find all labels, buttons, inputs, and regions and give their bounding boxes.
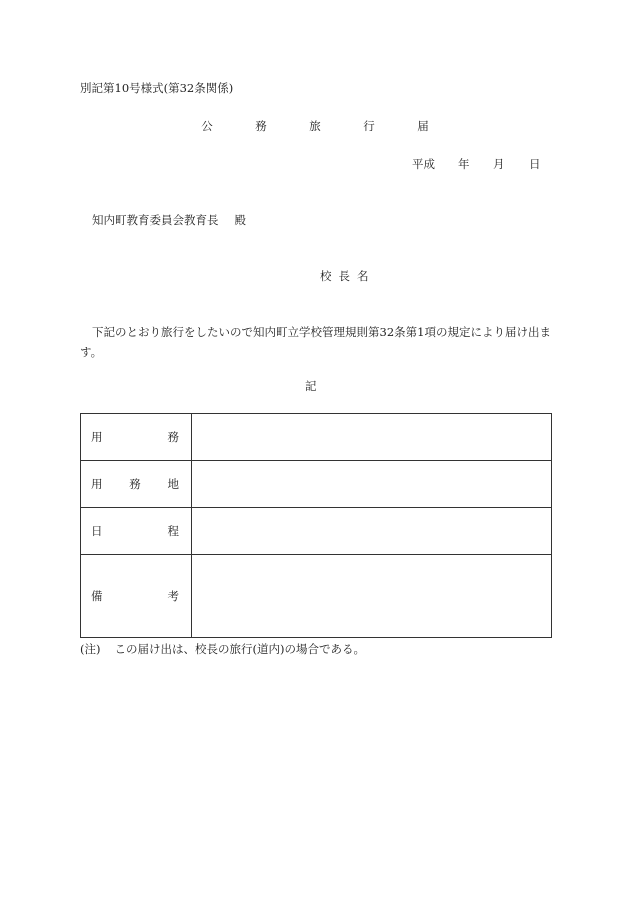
value-cell-nittei[interactable] bbox=[192, 508, 552, 555]
addressee-name: 知内町教育委員会教育長 bbox=[92, 213, 219, 227]
table-row bbox=[81, 414, 552, 461]
title-char: 旅 bbox=[309, 119, 321, 133]
note-text: この届け出は、校長の旅行(道内)の場合である。 bbox=[114, 642, 365, 656]
title-char: 公 bbox=[201, 119, 213, 133]
date-year-label: 年 bbox=[458, 157, 470, 171]
principal-name-line bbox=[320, 268, 369, 284]
body-text: 下記のとおり旅行をしたいので知内町立学校管理規則第32条第1項の規定により届け出ます。 bbox=[80, 325, 551, 359]
table-row bbox=[81, 461, 552, 508]
label-char: 務 bbox=[167, 430, 179, 444]
addressee-honorific: 殿 bbox=[234, 213, 246, 227]
body-paragraph bbox=[80, 322, 558, 362]
principal-char: 名 bbox=[357, 269, 369, 283]
footnote bbox=[80, 641, 365, 657]
value-cell-bikou[interactable] bbox=[192, 555, 552, 638]
addressee bbox=[92, 212, 246, 228]
label-cell-youmu bbox=[81, 414, 192, 461]
label-cell-nittei bbox=[81, 508, 192, 555]
note-prefix: (注) bbox=[80, 642, 101, 656]
value-cell-youmuchi[interactable] bbox=[192, 461, 552, 508]
label-char: 程 bbox=[167, 524, 179, 538]
label-char: 務 bbox=[129, 477, 141, 491]
date-line bbox=[412, 156, 542, 170]
title-char: 届 bbox=[417, 119, 429, 133]
form-number: 別記第10号様式(第32条関係) bbox=[80, 81, 234, 95]
principal-char: 校 bbox=[320, 269, 332, 283]
date-month-label: 月 bbox=[493, 157, 505, 171]
title-char: 行 bbox=[363, 119, 375, 133]
label-char: 備 bbox=[91, 589, 103, 603]
label-char: 用 bbox=[91, 430, 103, 444]
label-char: 地 bbox=[167, 477, 179, 491]
value-cell-youmu[interactable] bbox=[192, 414, 552, 461]
label-cell-bikou bbox=[81, 555, 192, 638]
date-era: 平成 bbox=[412, 157, 435, 171]
label-char: 日 bbox=[91, 524, 103, 538]
table-row bbox=[81, 508, 552, 555]
label-cell-youmuchi bbox=[81, 461, 192, 508]
details-table bbox=[80, 413, 552, 638]
principal-char: 長 bbox=[338, 269, 350, 283]
ki-heading: 記 bbox=[305, 379, 317, 393]
label-char: 考 bbox=[167, 589, 179, 603]
label-char: 用 bbox=[91, 477, 103, 491]
document-title bbox=[200, 118, 430, 134]
table-row bbox=[81, 555, 552, 638]
date-day-label: 日 bbox=[529, 157, 541, 171]
title-char: 務 bbox=[255, 119, 267, 133]
